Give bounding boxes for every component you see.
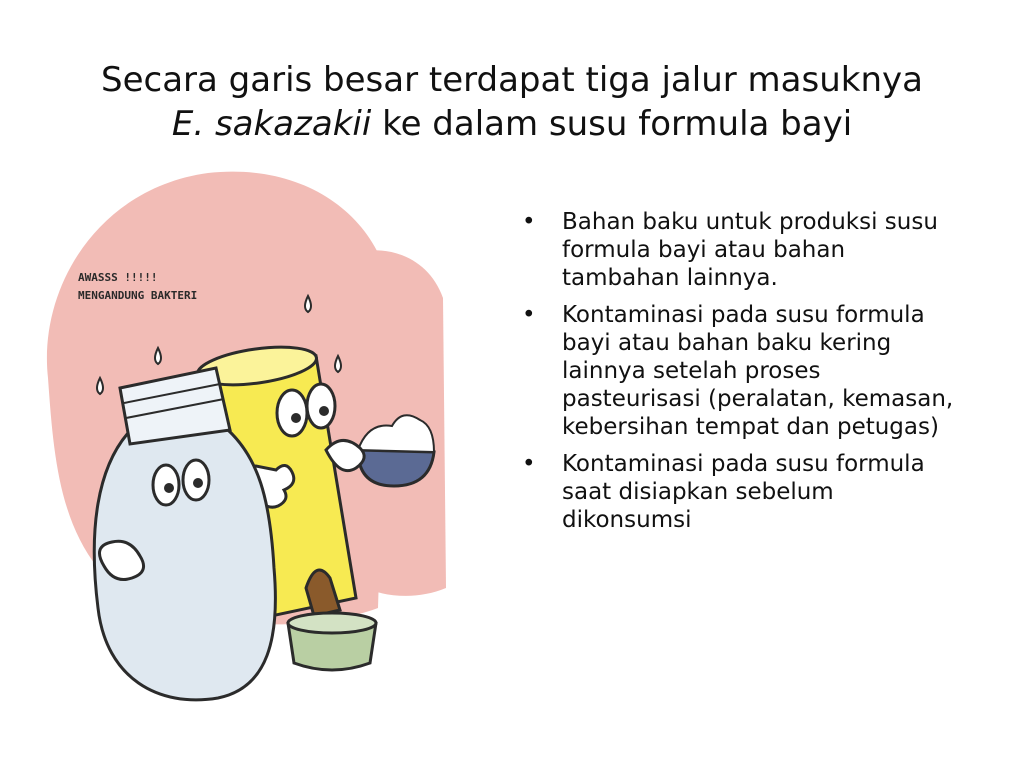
bullet-item xyxy=(518,450,958,534)
caution-text-line-2: MENGANDUNG BAKTERI xyxy=(78,289,198,302)
bullet-text: Kontaminasi pada susu formula bayi atau bahan baku kering lainnya setelah proses pasteurisasi (peralatan, kemasan, kebersihan tempat dan petugas) xyxy=(562,302,954,440)
caution-text-line-1: AWASSS !!!!! xyxy=(78,271,158,284)
slide-title xyxy=(60,58,964,146)
bullet-item xyxy=(518,208,958,292)
bullet-item xyxy=(518,301,958,441)
bullet-text: Bahan baku untuk produksi susu formula bayi atau bahan tambahan lainnya. xyxy=(562,209,938,291)
contaminated-formula-illustration xyxy=(38,168,448,753)
bullet-text: Kontaminasi pada susu formula saat disiapkan sebelum dikonsumsi xyxy=(562,451,925,533)
bullet-list xyxy=(518,208,958,543)
bullet-marker: • xyxy=(522,209,536,235)
bullet-marker: • xyxy=(522,302,536,328)
title-line-2: ke dalam susu formula bayi xyxy=(371,104,853,144)
title-line-1: Secara garis besar terdapat tiga jalur masuknya xyxy=(101,60,923,100)
bullet-marker: • xyxy=(522,451,536,477)
title-species: E. sakazakii xyxy=(171,104,372,144)
